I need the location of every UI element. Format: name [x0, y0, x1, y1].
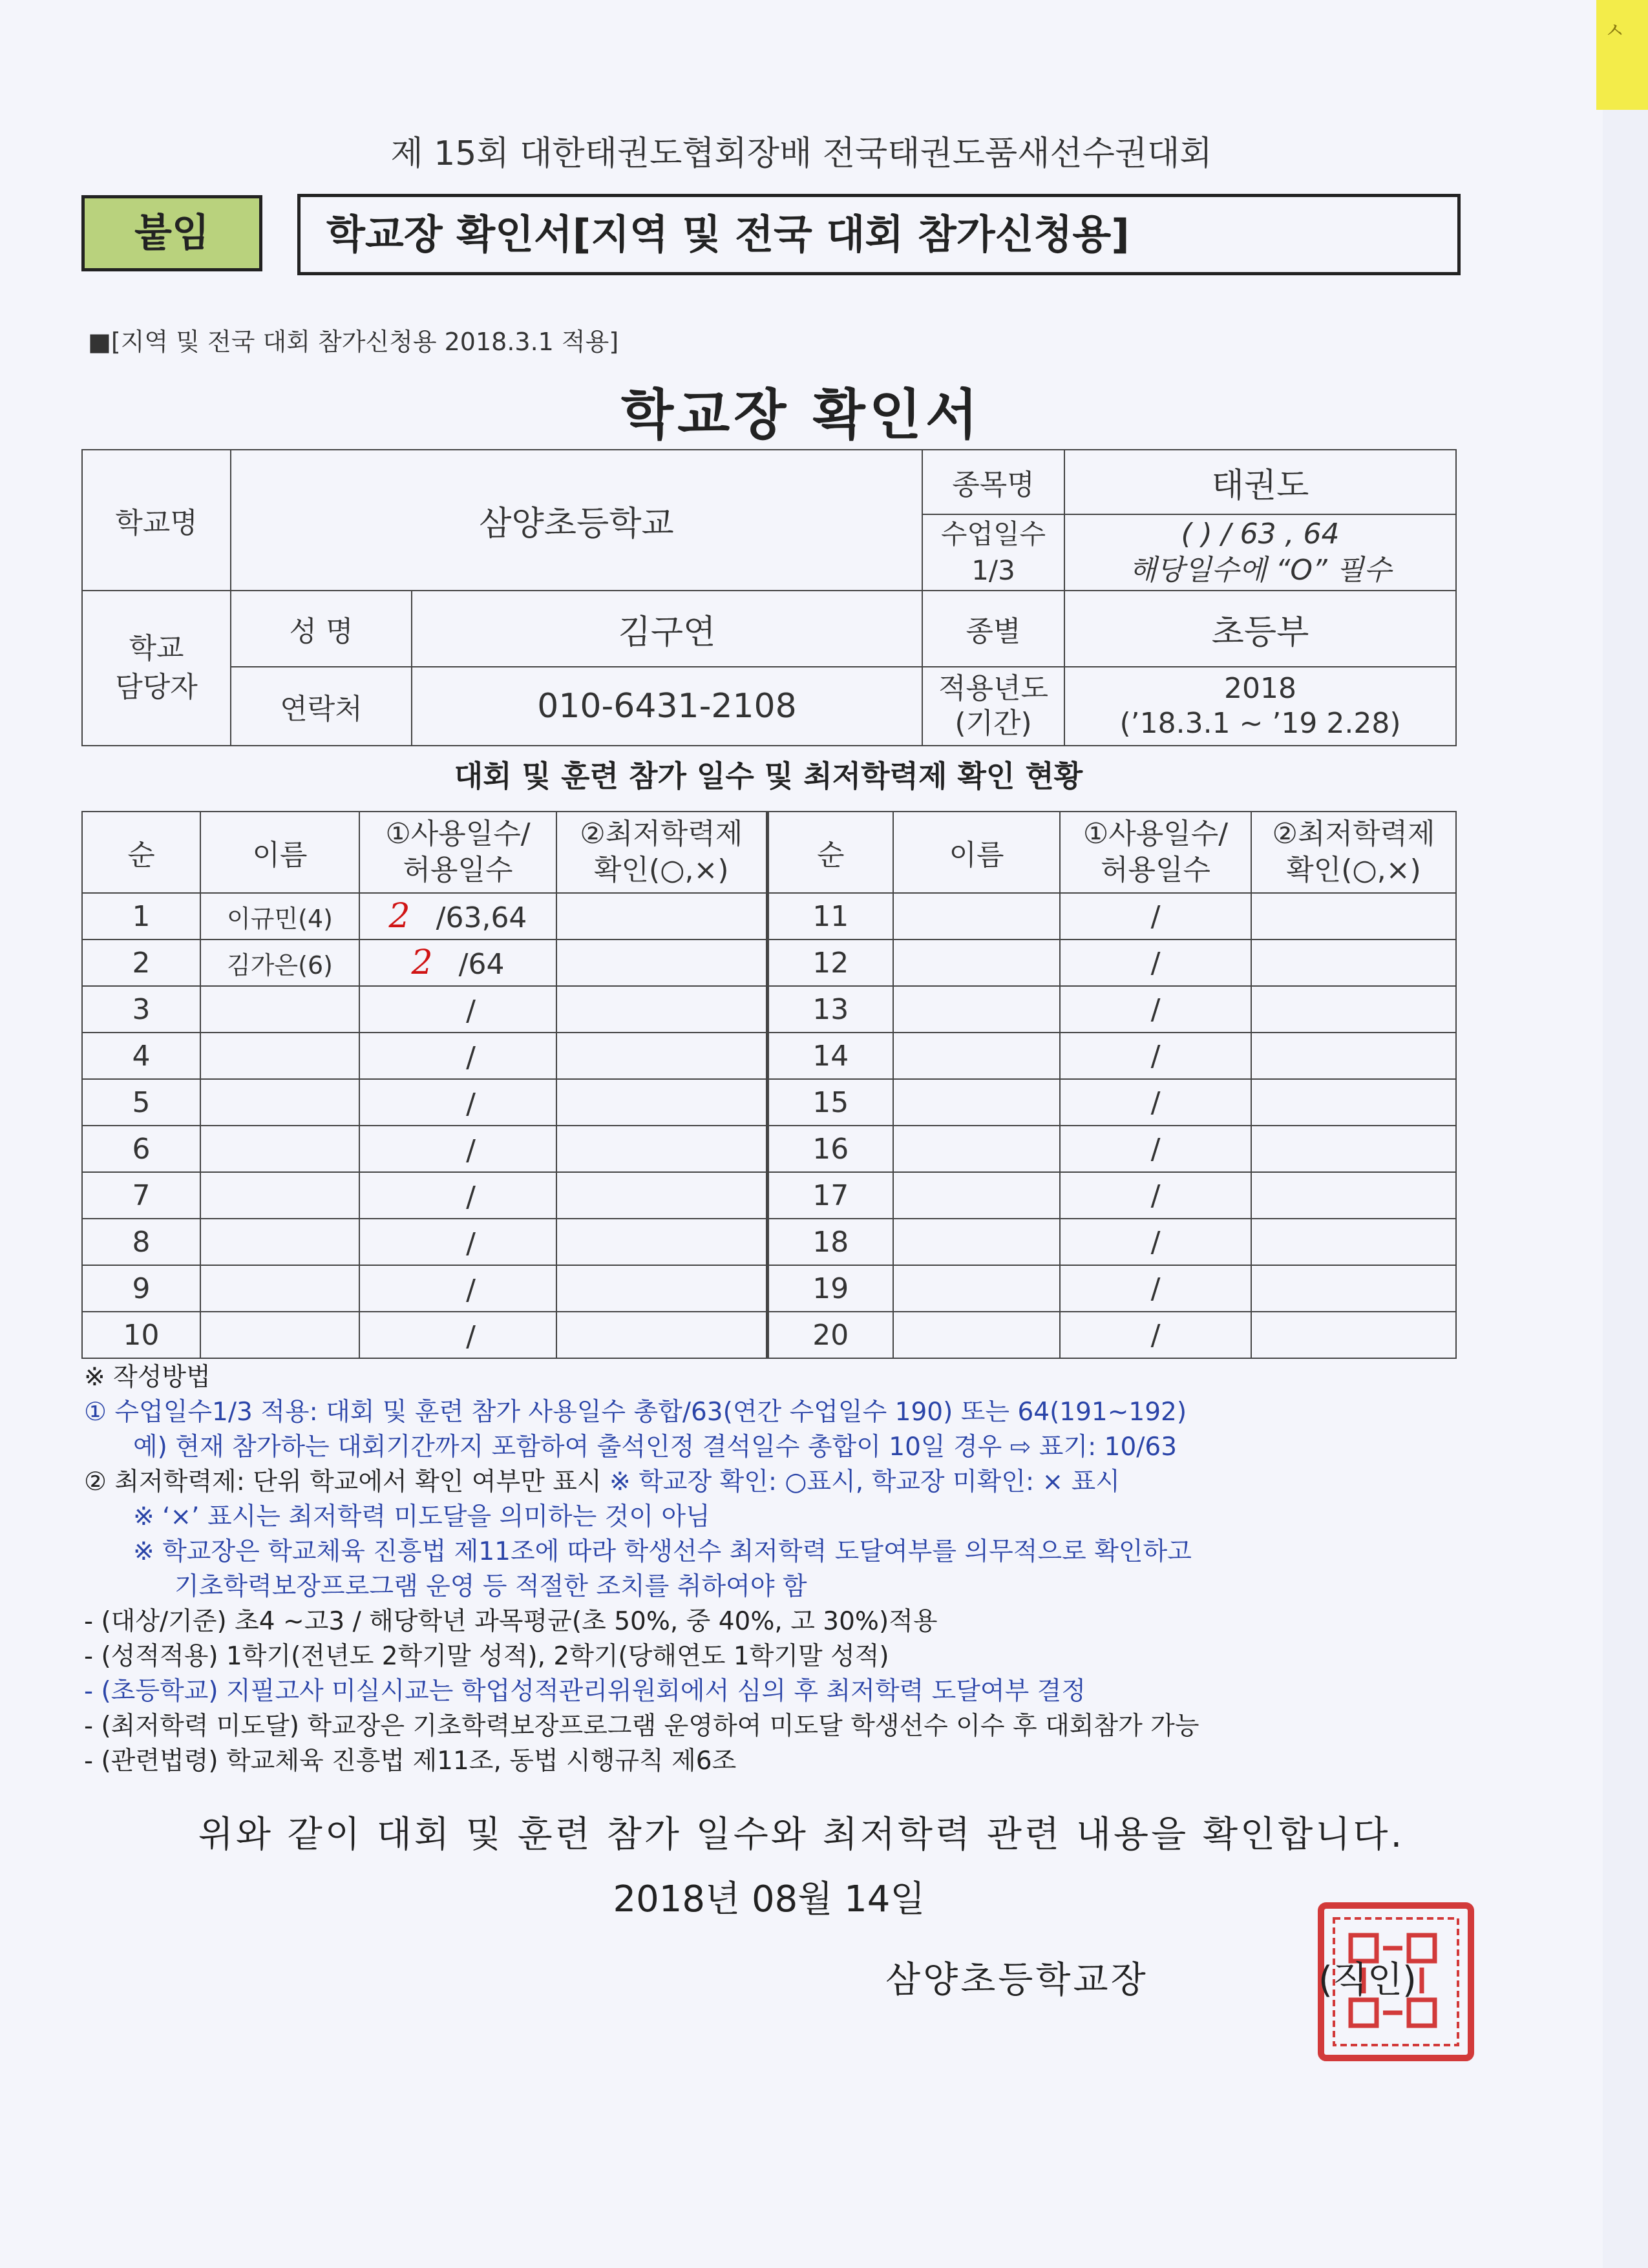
row-academic-right — [1251, 1312, 1456, 1358]
row-academic-right — [1251, 1172, 1456, 1219]
row-days-right: / — [1060, 893, 1251, 940]
row-name — [200, 1172, 359, 1219]
header-days-right-line1: ①사용일수/ — [1083, 817, 1229, 850]
header-academic — [556, 812, 767, 893]
row-academic — [556, 986, 767, 1033]
document-heading: 학교장 확인서[지역 및 전국 대회 참가신청용] — [297, 194, 1461, 275]
manager-label — [82, 591, 231, 746]
row-name-right — [893, 940, 1060, 986]
note-2d: 기초학력보장프로그램 운영 등 적절한 조치를 취하여야 함 — [174, 1572, 807, 1601]
row-no-right: 12 — [767, 940, 893, 986]
row-name-right — [893, 1265, 1060, 1312]
division-label: 종별 — [922, 591, 1064, 667]
row-no: 6 — [82, 1126, 200, 1172]
header-academic-line1: ②최저학력제 — [580, 817, 743, 850]
header-days-right-line2: 허용일수 — [1100, 854, 1210, 887]
days-value-line2: 해당일수에 “O” 필수 — [1129, 554, 1391, 587]
allowed-days: /64 — [458, 948, 505, 981]
table-row — [82, 1126, 1456, 1172]
row-academic-right — [1251, 1033, 1456, 1079]
athlete-table — [81, 811, 1457, 1359]
row-name — [200, 1126, 359, 1172]
days-label-line1: 수업일수 — [940, 518, 1046, 550]
row-name — [200, 1079, 359, 1126]
row-no-right: 15 — [767, 1079, 893, 1126]
row-days — [359, 1219, 556, 1265]
days-label — [922, 514, 1064, 591]
row-academic-right — [1251, 940, 1456, 986]
row-academic-right — [1251, 1219, 1456, 1265]
row-days-right: / — [1060, 1079, 1251, 1126]
row-name — [200, 986, 359, 1033]
row-no-right: 14 — [767, 1033, 893, 1079]
event-title: 제 15회 대한태권도협회장배 전국태권도품새선수권대회 — [390, 134, 1212, 173]
row-no: 4 — [82, 1033, 200, 1079]
name-label: 성 명 — [231, 591, 412, 667]
row-academic — [556, 1265, 767, 1312]
school-value: 삼양초등학교 — [231, 450, 922, 591]
row-no: 10 — [82, 1312, 200, 1358]
main-title: 학교장 확인서 — [620, 383, 982, 446]
row-name-right — [893, 986, 1060, 1033]
row-academic-right — [1251, 1265, 1456, 1312]
year-label-line1: 적용년도 — [938, 672, 1048, 705]
allowed-days: / — [466, 1181, 476, 1213]
header-name-right: 이름 — [893, 812, 1060, 893]
note-2a-highlight: ※ 학교장 확인: ○표시, 학교장 미확인: × 표시 — [601, 1467, 1120, 1496]
row-days-right: / — [1060, 1033, 1251, 1079]
row-days — [359, 1079, 556, 1126]
header-name: 이름 — [200, 812, 359, 893]
row-academic-right — [1251, 893, 1456, 940]
table-row — [82, 986, 1456, 1033]
table-row — [82, 940, 1456, 986]
row-academic — [556, 1126, 767, 1172]
header-academic-right — [1251, 812, 1456, 893]
row-days — [359, 1265, 556, 1312]
header-academic-line2: 확인(○,×) — [593, 854, 729, 887]
table-row — [82, 1172, 1456, 1219]
row-name-right — [893, 1312, 1060, 1358]
school-info-table — [81, 449, 1457, 746]
confirmation-statement: 위와 같이 대회 및 훈련 참가 일수와 최저학력 관련 내용을 확인합니다. — [198, 1814, 1405, 1856]
header-no: 순 — [82, 812, 200, 893]
row-no-right: 19 — [767, 1265, 893, 1312]
row-academic-right — [1251, 986, 1456, 1033]
detail-1: - (대상/기준) 초4 ~고3 / 해당학년 과목평균(초 50%, 중 40%, 고 30%)적용 — [84, 1607, 938, 1636]
row-no: 3 — [82, 986, 200, 1033]
handwritten-used-days: 2 — [411, 943, 433, 982]
row-days-right: / — [1060, 1172, 1251, 1219]
row-no-right: 18 — [767, 1219, 893, 1265]
row-name-right — [893, 1219, 1060, 1265]
row-academic — [556, 1172, 767, 1219]
row-name — [200, 1312, 359, 1358]
note-1b: 예) 현재 참가하는 대회기간까지 포함하여 출석인정 결석일수 총합이 10일 경우 ⇨ 표기: 10/63 — [133, 1433, 1178, 1462]
header-academic-right-line1: ②최저학력제 — [1272, 817, 1435, 850]
row-days — [359, 940, 556, 986]
attachment-badge: 붙임 — [81, 195, 262, 271]
row-no: 2 — [82, 940, 200, 986]
row-academic-right — [1251, 1079, 1456, 1126]
days-value-line1: ( ) / 63 , 64 — [1181, 518, 1340, 551]
row-days — [359, 1172, 556, 1219]
note-1a: ① 수업일수1/3 적용: 대회 및 훈련 참가 사용일수 총합/63(연간 수업일수 190) 또는 64(191~192) — [84, 1398, 1187, 1427]
row-name-right — [893, 893, 1060, 940]
row-no-right: 17 — [767, 1172, 893, 1219]
detail-5: - (관련법령) 학교체육 진흥법 제11조, 동법 시행규칙 제6조 — [84, 1747, 737, 1776]
row-days-right: / — [1060, 986, 1251, 1033]
row-academic — [556, 940, 767, 986]
row-days-right: / — [1060, 1265, 1251, 1312]
row-days — [359, 986, 556, 1033]
row-days-right: / — [1060, 1219, 1251, 1265]
allowed-days: / — [466, 1274, 476, 1307]
year-value-line1: 2018 — [1224, 672, 1296, 705]
row-name-right — [893, 1033, 1060, 1079]
row-no-right: 13 — [767, 986, 893, 1033]
manager-label-line2: 담당자 — [115, 671, 198, 704]
row-name-right — [893, 1172, 1060, 1219]
row-no: 9 — [82, 1265, 200, 1312]
detail-3: - (초등학교) 지필고사 미실시교는 학업성적관리위원회에서 심의 후 최저학력 도달여부 결정 — [84, 1677, 1086, 1706]
header-days-right — [1060, 812, 1251, 893]
row-name-right — [893, 1126, 1060, 1172]
row-days — [359, 1033, 556, 1079]
row-no: 5 — [82, 1079, 200, 1126]
row-no: 1 — [82, 893, 200, 940]
year-label-line2: (기간) — [955, 707, 1032, 740]
notes-heading: ※ 작성방법 — [84, 1363, 211, 1392]
table-row — [82, 1312, 1456, 1358]
row-no: 8 — [82, 1219, 200, 1265]
apply-note: ■[지역 및 전국 대회 참가신청용 2018.3.1 적용] — [88, 328, 619, 356]
header-days-line2: 허용일수 — [403, 854, 513, 887]
division-value: 초등부 — [1064, 591, 1456, 667]
contact-value: 010-6431-2108 — [412, 667, 922, 746]
note-2b: ※ ‘×’ 표시는 최저학력 미도달을 의미하는 것이 아님 — [133, 1502, 710, 1531]
table-row — [82, 1033, 1456, 1079]
detail-2: - (성적적용) 1학기(전년도 2학기말 성적), 2학기(당해연도 1학기말 성적) — [84, 1642, 889, 1671]
row-name — [200, 1219, 359, 1265]
table-row — [82, 1079, 1456, 1126]
allowed-days: / — [466, 1134, 476, 1167]
allowed-days: /63,64 — [436, 901, 527, 934]
row-name: 김가은(6) — [200, 940, 359, 986]
name-value: 김구연 — [412, 591, 922, 667]
row-days-right: / — [1060, 940, 1251, 986]
detail-4: - (최저학력 미도달) 학교장은 기초학력보장프로그램 운영하여 미도달 학생선수 이수 후 대회참가 가능 — [84, 1712, 1199, 1741]
row-no-right: 11 — [767, 893, 893, 940]
row-no-right: 20 — [767, 1312, 893, 1358]
manager-label-line1: 학교 — [129, 632, 184, 665]
contact-label: 연락처 — [231, 667, 412, 746]
event-label: 종목명 — [922, 450, 1064, 514]
header-days — [359, 812, 556, 893]
row-days — [359, 1312, 556, 1358]
event-value: 태권도 — [1064, 450, 1456, 514]
year-label — [922, 667, 1064, 746]
sticky-tab-mark: ㅅ — [1604, 18, 1625, 44]
row-no-right: 16 — [767, 1126, 893, 1172]
row-academic — [556, 893, 767, 940]
row-academic-right — [1251, 1126, 1456, 1172]
note-2c: ※ 학교장은 학교체육 진흥법 제11조에 따라 학생선수 최저학력 도달여부를 의무적으로 확인하고 — [133, 1537, 1192, 1566]
allowed-days: / — [466, 994, 476, 1027]
row-academic — [556, 1079, 767, 1126]
allowed-days: / — [466, 1227, 476, 1260]
year-value-line2: (’18.3.1 ~ ’19 2.28) — [1119, 707, 1401, 740]
table-row — [82, 1219, 1456, 1265]
seal-label: (직인) — [1318, 1959, 1417, 2001]
row-name — [200, 1265, 359, 1312]
row-name: 이규민(4) — [200, 893, 359, 940]
note-2a-text: ② 최저학력제: 단위 학교에서 확인 여부만 표시 — [84, 1467, 602, 1496]
allowed-days: / — [466, 1087, 476, 1120]
row-days-right: / — [1060, 1312, 1251, 1358]
header-no-right: 순 — [767, 812, 893, 893]
days-value — [1064, 514, 1456, 591]
allowed-days: / — [466, 1041, 476, 1074]
sticky-tab — [1596, 0, 1648, 110]
row-no: 7 — [82, 1172, 200, 1219]
header-academic-right-line2: 확인(○,×) — [1286, 854, 1421, 887]
school-label: 학교명 — [82, 450, 231, 591]
handwritten-used-days: 2 — [388, 897, 410, 936]
row-academic — [556, 1219, 767, 1265]
row-days — [359, 1126, 556, 1172]
section-title: 대회 및 훈련 참가 일수 및 최저학력제 확인 현황 — [454, 759, 1083, 793]
row-name-right — [893, 1079, 1060, 1126]
row-academic — [556, 1312, 767, 1358]
row-name — [200, 1033, 359, 1079]
row-academic — [556, 1033, 767, 1079]
table-row — [82, 893, 1456, 940]
note-2a — [84, 1465, 1474, 1500]
instructions — [84, 1360, 1474, 1779]
row-days-right: / — [1060, 1126, 1251, 1172]
allowed-days: / — [466, 1320, 476, 1353]
days-label-line2: 1/3 — [971, 554, 1015, 586]
year-value — [1064, 667, 1456, 746]
row-days — [359, 893, 556, 940]
header-days-line1: ①사용일수/ — [385, 817, 531, 850]
table-row — [82, 1265, 1456, 1312]
sign-date: 2018년 08월 14일 — [613, 1878, 925, 1920]
principal-name: 삼양초등학교장 — [885, 1959, 1148, 2001]
